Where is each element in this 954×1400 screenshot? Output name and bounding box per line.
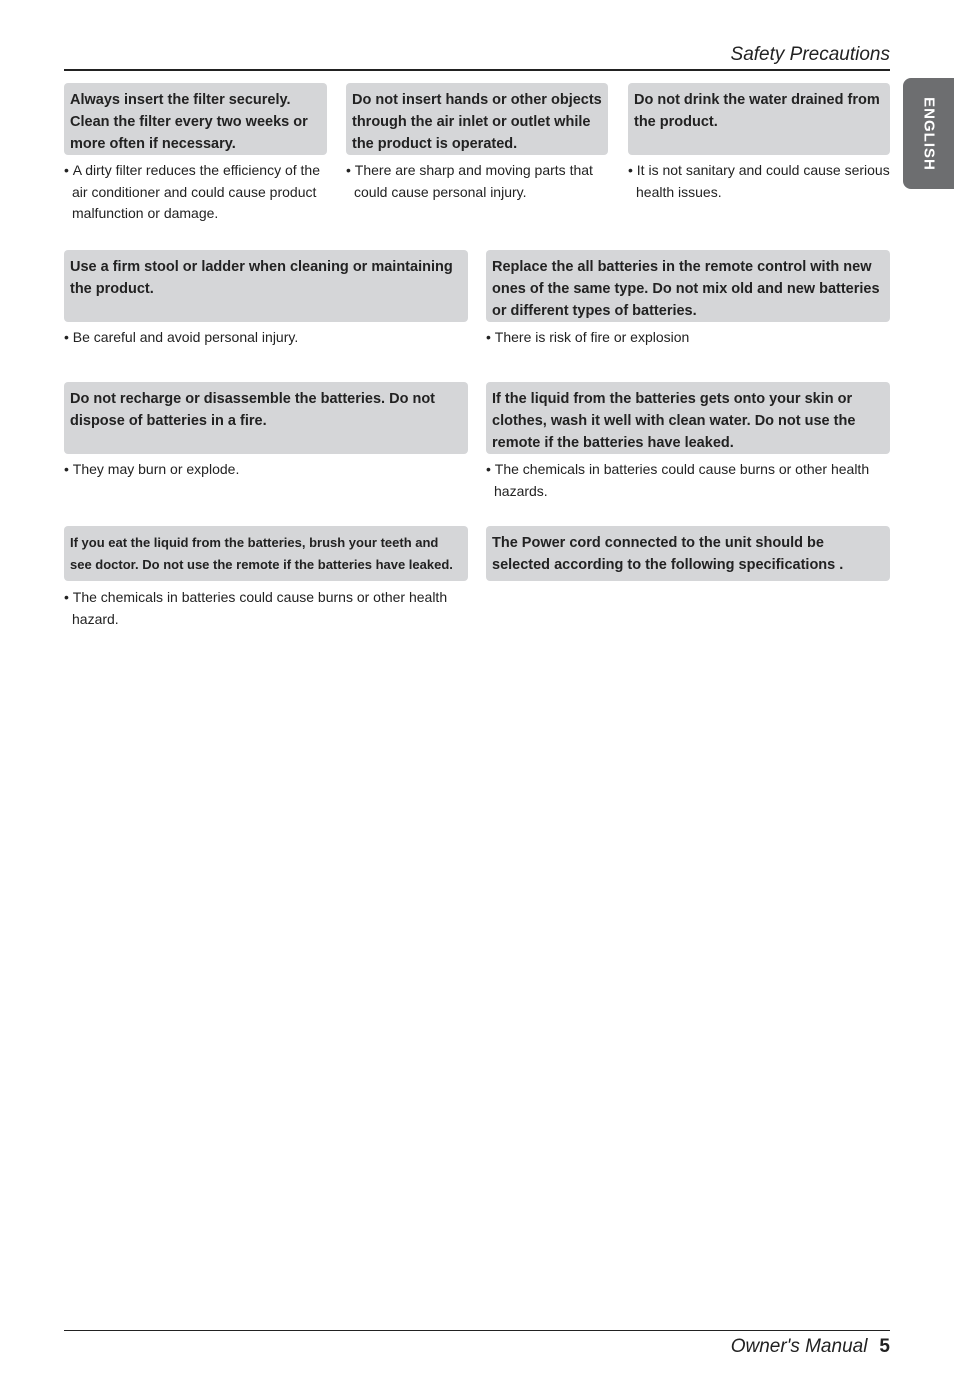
warning-box: Do not insert hands or other objects through the air inlet or outlet while the product is operated.	[346, 83, 608, 155]
warning-box: If you eat the liquid from the batteries, brush your teeth and see doctor. Do not use the remote if the batteries have leaked.	[64, 526, 468, 581]
page-number: 5	[879, 1336, 890, 1357]
footer-divider	[64, 1330, 890, 1331]
language-tab-label: ENGLISH	[920, 96, 937, 171]
warning-box: Do not recharge or disassemble the batteries. Do not dispose of batteries in a fire.	[64, 382, 468, 454]
warning-note: • There is risk of fire or explosion	[486, 327, 890, 349]
warning-note: • They may burn or explode.	[64, 459, 468, 481]
warning-note: • The chemicals in batteries could cause burns or other health hazards.	[486, 459, 890, 502]
page-footer	[731, 1336, 890, 1358]
warning-box: Replace the all batteries in the remote control with new ones of the same type. Do not mix old and new batteries or different types of batteries.	[486, 250, 890, 322]
warning-box: Use a firm stool or ladder when cleaning or maintaining the product.	[64, 250, 468, 322]
warning-note: • It is not sanitary and could cause serious health issues.	[628, 160, 890, 203]
footer-manual-label: Owner's Manual	[730, 1336, 868, 1357]
warning-box: Do not drink the water drained from the product.	[628, 83, 890, 155]
warning-box: If the liquid from the batteries gets onto your skin or clothes, wash it well with clean water. Do not use the remote if the batteries have leaked.	[486, 382, 890, 454]
warning-box: Always insert the filter securely. Clean the filter every two weeks or more often if necessary.	[64, 83, 327, 155]
warning-note: • There are sharp and moving parts that could cause personal injury.	[346, 160, 608, 203]
page-section-title: Safety Precautions	[730, 44, 890, 65]
warning-note: • A dirty filter reduces the efficiency of the air conditioner and could cause product malfunction or damage.	[64, 160, 327, 225]
header-divider	[64, 69, 890, 71]
language-tab	[903, 78, 954, 189]
warning-note: • Be careful and avoid personal injury.	[64, 327, 468, 349]
warning-box: The Power cord connected to the unit should be selected according to the following specifications .	[486, 526, 890, 581]
warning-note: • The chemicals in batteries could cause burns or other health hazard.	[64, 587, 468, 630]
